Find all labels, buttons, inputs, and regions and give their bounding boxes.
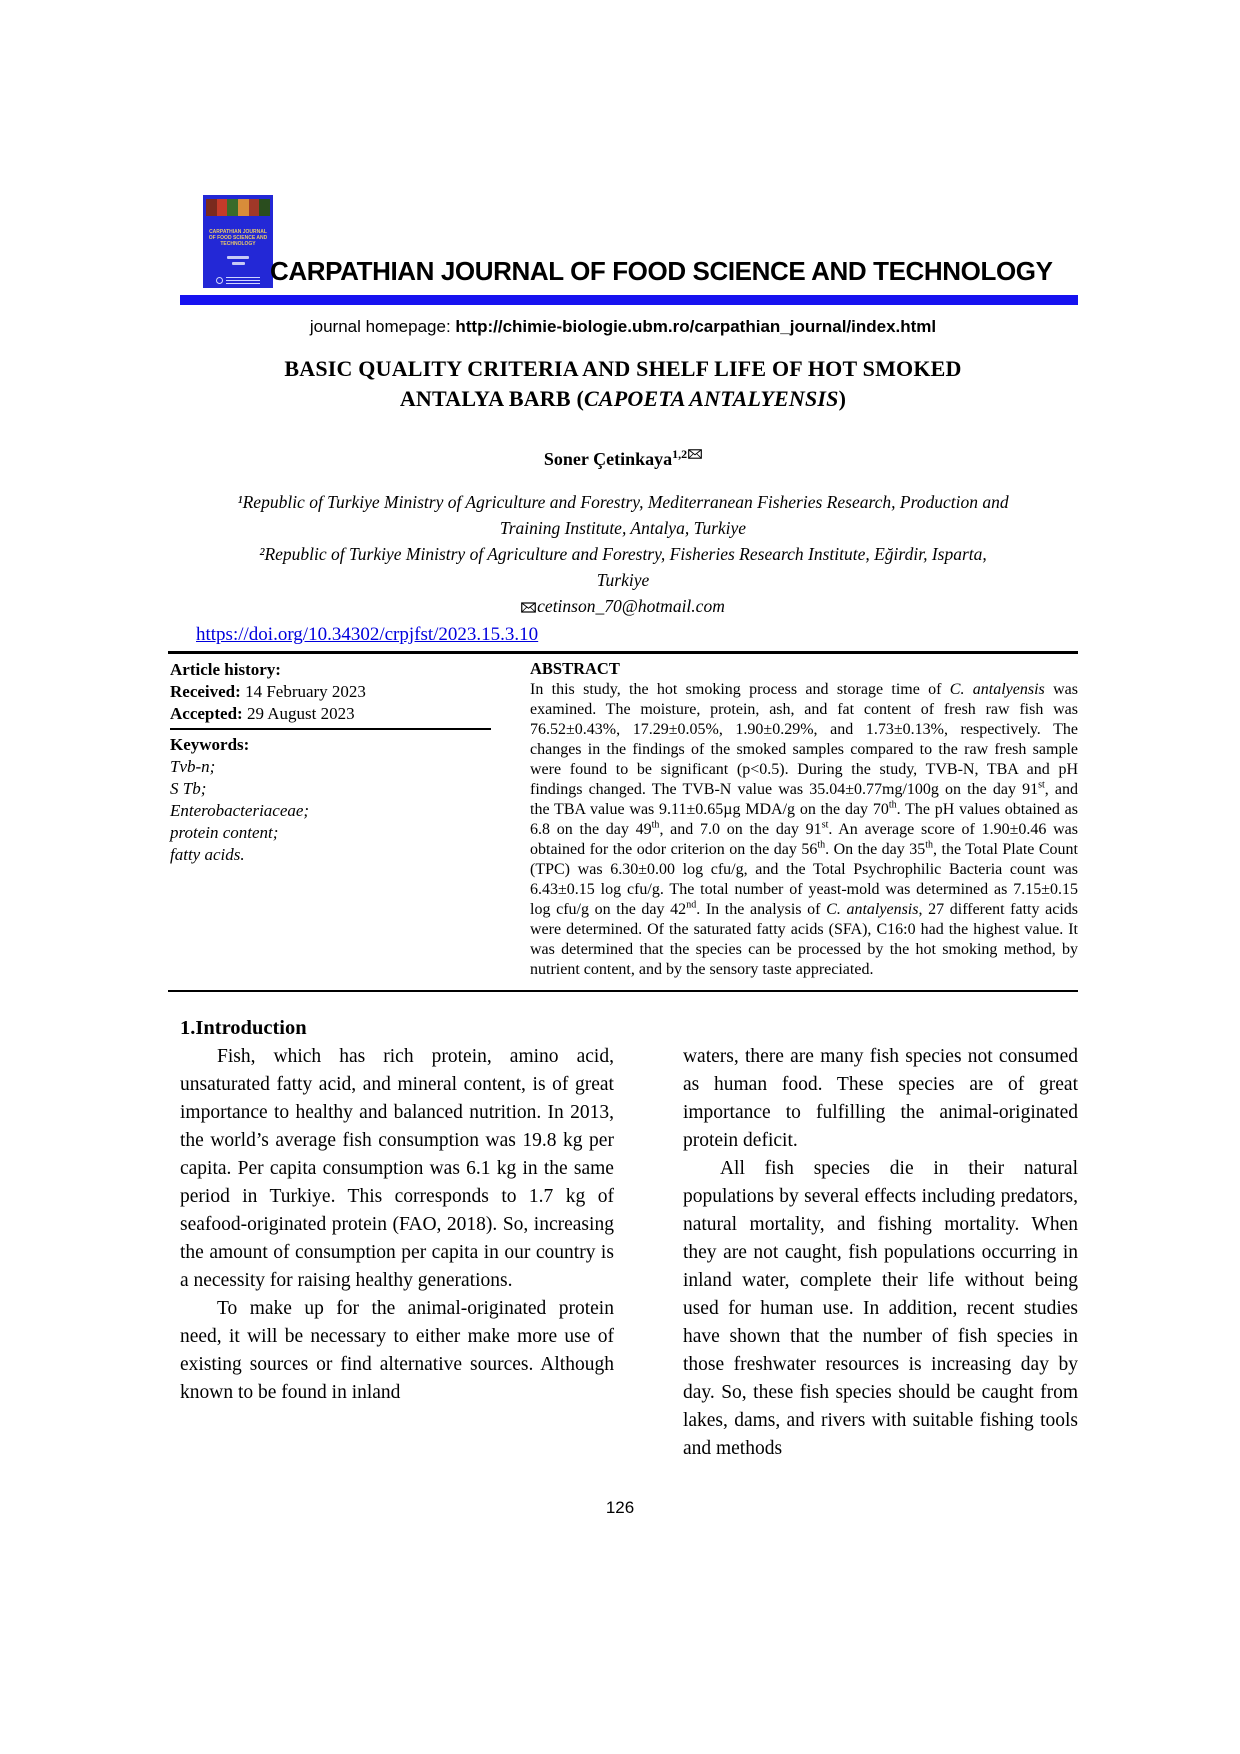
body-columns xyxy=(180,1014,1078,1463)
article-history-label: Article history: xyxy=(170,660,281,679)
keyword-item: fatty acids. xyxy=(170,845,245,864)
page-number: 126 xyxy=(605,1498,635,1517)
homepage-url: http://chimie-biologie.ubm.ro/carpathian_journal/index.html xyxy=(455,317,937,336)
paper-title xyxy=(168,354,1078,414)
introduction-heading: 1.Introduction xyxy=(180,1017,307,1039)
right-column xyxy=(683,1014,1078,1463)
cover-emblem-icon xyxy=(216,277,223,284)
column-gutter xyxy=(614,1014,683,1463)
homepage-label: journal homepage: xyxy=(309,317,456,336)
journal-title: CARPATHIAN JOURNAL OF FOOD SCIENCE AND TECHNOLOGY xyxy=(270,256,1053,286)
meta-table xyxy=(168,651,1078,992)
keyword-item: protein content; xyxy=(170,823,279,842)
author-name: Soner Çetinkaya xyxy=(543,449,673,469)
affiliation-line: ¹Republic of Turkiye Ministry of Agriculture and Forestry, Mediterranean Fisheries Research, Production and xyxy=(237,492,1009,512)
received-line xyxy=(170,681,504,703)
article-history-cell xyxy=(168,654,530,990)
envelope-icon xyxy=(688,449,702,459)
abstract-heading: ABSTRACT xyxy=(530,659,620,678)
doi-line xyxy=(168,622,1078,647)
intro-paragraph: Fish, which has rich protein, amino acid, unsaturated fatty acid, and mineral content, is of great importance to healthy and balanced nutrition. In 2013, the world’s average fish consumption was 19.8 kg per capita. Per capita consumption was 6.1 kg in the same period in Turkiye. This corresponds to 1.7 kg of seafood-originated protein (FAO, 2018). So, increasing the amount of consumption per capita in our country is a necessity for raising healthy generations. xyxy=(180,1046,614,1291)
journal-cover-thumbnail xyxy=(203,195,273,288)
cover-footer xyxy=(216,275,260,286)
affiliation-line: Turkiye xyxy=(596,570,650,590)
intro-paragraph: To make up for the animal-originated protein need, it will be necessary to either make more use of existing sources or find alternative sources. Although known to be found in inland xyxy=(180,1298,614,1403)
corresponding-email-line xyxy=(168,593,1078,619)
cover-issue-text-bar xyxy=(227,256,249,259)
corresponding-email: cetinson_70@hotmail.com xyxy=(537,596,725,616)
masthead xyxy=(168,195,1078,288)
cover-photo-strip xyxy=(206,199,270,216)
author-affiliation-sup: 1,2 xyxy=(672,447,688,461)
keyword-item: S Tb; xyxy=(170,779,207,798)
intro-paragraph: All fish species die in their natural populations by several effects including predators, natural mortality, and fishing mortality. When they are not caught, fish populations occurring in inland water, complete their life without being used for human use. In addition, recent studies have shown that the number of fish species in those freshwater resources is increasing day by day. So, these fish species should be caught from lakes, dams, and rivers with suitable fishing tools and methods xyxy=(682,1158,1078,1459)
cover-journal-title: CARPATHIAN JOURNAL OF FOOD SCIENCE AND TECHNOLOGY xyxy=(208,229,268,247)
affiliation-line: Training Institute, Antalya, Turkiye xyxy=(499,518,747,538)
header-divider-bar xyxy=(180,295,1078,305)
history-divider-rule xyxy=(170,728,491,730)
keyword-item: Enterobacteriaceae; xyxy=(170,801,310,820)
accepted-value: 29 August 2023 xyxy=(242,704,355,723)
received-label: Received: xyxy=(170,682,241,701)
cover-footer-text-lines xyxy=(226,275,260,286)
affiliation-line: ²Republic of Turkiye Ministry of Agriculture and Forestry, Fisheries Research Institute, Eğirdir, Isparta, xyxy=(259,544,987,564)
keywords-label: Keywords: xyxy=(170,735,250,754)
accepted-line xyxy=(170,703,504,725)
left-column xyxy=(180,1014,614,1463)
received-value: 14 February 2023 xyxy=(240,682,366,701)
author-line xyxy=(168,447,1078,470)
accepted-label: Accepted: xyxy=(170,704,243,723)
envelope-icon xyxy=(521,602,536,613)
intro-paragraph: waters, there are many fish species not consumed as human food. These species are of great importance to fulfilling the animal-originated protein deficit. xyxy=(682,1046,1078,1151)
keyword-item: Tvb-n; xyxy=(170,757,216,776)
cover-year-text-bar xyxy=(232,262,245,265)
paper-title-line2: ANTALYA BARB (CAPOETA ANTALYENSIS) xyxy=(399,386,847,411)
paper-title-line1: BASIC QUALITY CRITERIA AND SHELF LIFE OF HOT SMOKED xyxy=(284,356,962,381)
abstract-cell xyxy=(530,654,1078,990)
journal-homepage-line xyxy=(168,317,1078,337)
abstract-text: In this study, the hot smoking process and storage time of C. antalyensis was examined. The moisture, protein, ash, and fat content of fresh raw fish was 76.52±0.43%, 17.29±0.05%, 1.90±0.29%, and 1.73±0.13%, respectively. The changes in the findings of the smoked samples compared to the raw fresh sample were found to be significant (p<0.5). During the study, TVB-N, TBA and pH findings changed. The TVB-N value was 35.04±0.77mg/100g on the day 91st, and the TBA value was 9.11±0.65µg MDA/g on the day 70th. The pH values obtained as 6.8 on the day 49th, and 7.0 on the day 91st. An average score of 1.90±0.46 was obtained for the odor criterion on the day 56th. On the day 35th, the Total Plate Count (TPC) was 6.30±0.00 log cfu/g, and the Total Psychrophilic Bacteria count was 6.43±0.15 log cfu/g. The total number of yeast-mold was determined as 7.15±0.15 log cfu/g on the day 42nd. In the analysis of C. antalyensis, 27 different fatty acids were determined. Of the saturated fatty acids (SFA), C16:0 had the highest value. It was determined that the species can be processed by the hot smoking method, by nutrient content, and by the sensory taste appreciated. xyxy=(530,681,1079,978)
affiliations xyxy=(168,489,1078,593)
doi-link[interactable]: https://doi.org/10.34302/crpjfst/2023.15.3.10 xyxy=(196,624,539,645)
